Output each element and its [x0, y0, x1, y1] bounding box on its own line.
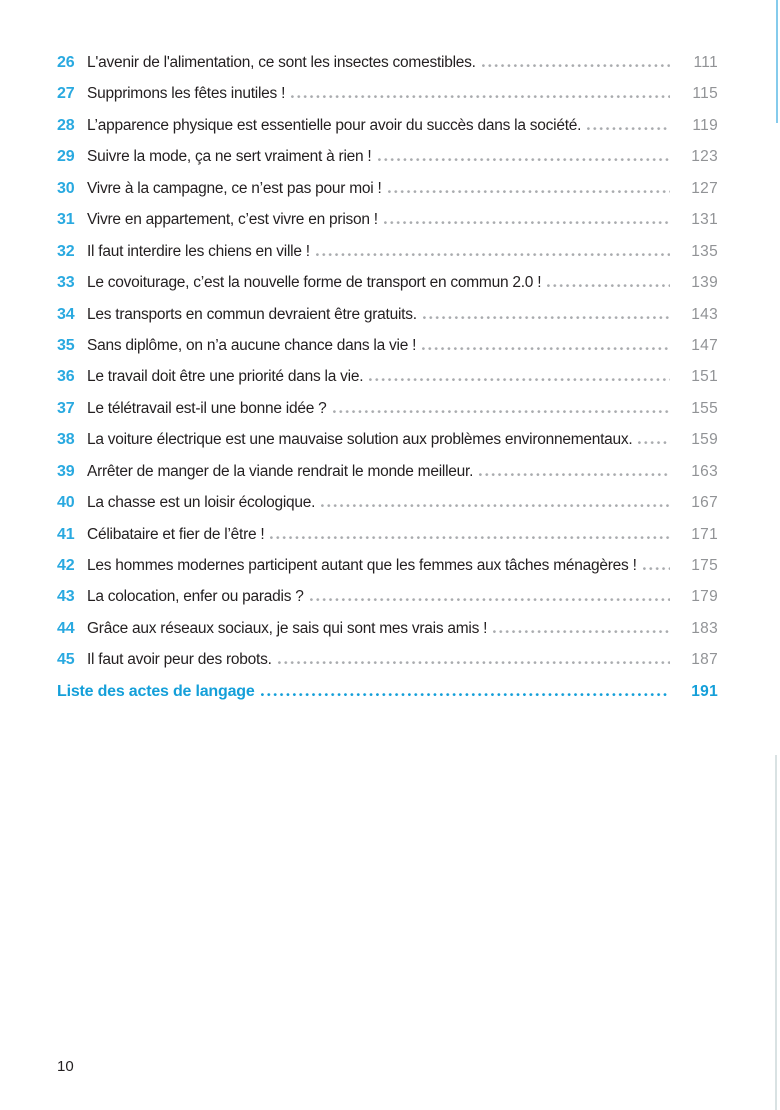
page-folio-number: 10	[57, 1058, 74, 1075]
page-edge-line-blue	[776, 0, 778, 123]
toc-entry-title: Grâce aux réseaux sociaux, je sais qui sont mes vrais amis !	[87, 619, 488, 637]
toc-entry-title: Les transports en commun devraient être gratuits.	[87, 305, 417, 323]
toc-entry-title: Vivre en appartement, c’est vivre en prison !	[87, 211, 378, 229]
page-edge-line-gray	[775, 755, 777, 1110]
toc-entry-number: 34	[57, 305, 75, 323]
toc-entry-number: 27	[57, 85, 75, 103]
toc-entry-number: 30	[57, 179, 75, 197]
toc-entry	[57, 299, 718, 330]
toc-entry	[57, 550, 718, 581]
toc-entry-number: 28	[57, 116, 75, 134]
toc-entry-number: 45	[57, 651, 75, 669]
toc-entry-title: Vivre à la campagne, ce n’est pas pour moi !	[87, 179, 382, 197]
toc-entry-page: 187	[691, 651, 718, 669]
toc-entry-title: Les hommes modernes participent autant que les femmes aux tâches ménagères !	[87, 557, 637, 574]
toc-entry	[57, 110, 718, 141]
leader-dots	[643, 567, 670, 570]
toc-entry-title: La voiture électrique est une mauvaise solution aux problèmes environnementaux.	[87, 431, 633, 449]
toc-entry-number: 44	[57, 619, 75, 637]
toc-entry-page: 175	[691, 557, 718, 574]
toc-entry-page: 179	[691, 588, 718, 606]
toc-entry-title: Il faut interdire les chiens en ville !	[87, 242, 310, 260]
toc-entry-number: 38	[57, 431, 75, 449]
toc-entry-page: 119	[692, 116, 718, 134]
toc-entry-title: Arrêter de manger de la viande rendrait le monde meilleur.	[87, 462, 474, 480]
leader-dots	[638, 441, 670, 444]
toc-entry-number: 41	[57, 525, 75, 543]
leader-dots	[423, 316, 670, 319]
toc-entry-page: 127	[691, 179, 718, 197]
toc-entry	[57, 330, 718, 361]
toc-entry	[57, 173, 718, 204]
toc-entry	[57, 581, 718, 612]
leader-dots	[291, 95, 670, 98]
toc-entry	[57, 519, 718, 550]
toc-entry-page: 115	[692, 85, 718, 103]
toc-entry	[57, 487, 718, 518]
toc-entry-number: 35	[57, 336, 75, 354]
leader-dots	[482, 64, 670, 67]
toc-entry	[57, 47, 718, 78]
leader-dots	[547, 284, 670, 287]
toc-entry-title: Il faut avoir peur des robots.	[87, 651, 272, 669]
toc-entry	[57, 78, 718, 109]
leader-dots	[479, 473, 670, 476]
toc-entry	[57, 361, 718, 392]
toc-entry-title: Suivre la mode, ça ne sert vraiment à rien !	[87, 148, 372, 166]
toc-entry-page: 191	[691, 682, 718, 700]
toc-entry-number: 36	[57, 368, 75, 386]
toc-entry-title: L'avenir de l'alimentation, ce sont les insectes comestibles.	[87, 54, 476, 71]
toc-entry	[57, 456, 718, 487]
leader-dots	[493, 630, 670, 633]
leader-dots	[278, 661, 670, 664]
toc-entry-title: La colocation, enfer ou paradis ?	[87, 588, 304, 606]
toc-entry-page: 131	[691, 211, 718, 229]
toc-entry-number: 42	[57, 557, 75, 574]
toc-entry	[57, 424, 718, 455]
toc-entry-title: L’apparence physique est essentielle pour avoir du succès dans la société.	[87, 116, 582, 134]
toc-entry-title: Le covoiturage, c’est la nouvelle forme de transport en commun 2.0 !	[87, 274, 542, 292]
toc-entry-number: 32	[57, 242, 75, 260]
toc-entry-page: 167	[691, 494, 718, 512]
toc-entry-number: 39	[57, 462, 75, 480]
toc-entry-title: Liste des actes de langage	[57, 682, 255, 700]
toc-entry-page: 111	[693, 54, 718, 71]
toc-entry-page: 151	[691, 368, 718, 386]
toc-entry-page: 139	[691, 274, 718, 292]
toc-entry-number: 40	[57, 494, 75, 512]
toc-entry-page: 163	[691, 462, 718, 480]
leader-dots	[333, 410, 670, 413]
leader-dots	[388, 190, 670, 193]
toc-entry-number: 37	[57, 399, 75, 417]
toc-entry-page: 171	[691, 525, 718, 543]
toc-entry-liste-des-actes	[57, 676, 718, 707]
toc-entry-title: Supprimons les fêtes inutiles !	[87, 85, 286, 103]
leader-dots	[321, 504, 670, 507]
toc-entry	[57, 236, 718, 267]
leader-dots	[369, 378, 670, 381]
toc-entry-page: 183	[691, 619, 718, 637]
leader-dots	[422, 347, 670, 350]
leader-dots	[378, 158, 671, 161]
toc-entry-number: 33	[57, 274, 75, 292]
table-of-contents	[57, 47, 718, 707]
toc-entry	[57, 393, 718, 424]
toc-entry-number: 43	[57, 588, 75, 606]
toc-entry-number: 26	[57, 54, 75, 71]
toc-entry-title: La chasse est un loisir écologique.	[87, 494, 316, 512]
leader-dots	[310, 598, 670, 601]
toc-entry	[57, 204, 718, 235]
leader-dots	[316, 253, 670, 256]
toc-entry-page: 159	[691, 431, 718, 449]
toc-entry-title: Le travail doit être une priorité dans la vie.	[87, 368, 364, 386]
toc-entry-title: Célibataire et fier de l’être !	[87, 525, 265, 543]
toc-entry-title: Le télétravail est-il une bonne idée ?	[87, 399, 327, 417]
toc-entry	[57, 644, 718, 675]
leader-dots	[270, 536, 670, 539]
leader-dots	[261, 693, 670, 696]
toc-entry	[57, 267, 718, 298]
toc-entry-page: 143	[691, 305, 718, 323]
toc-entry-page: 135	[691, 242, 718, 260]
leader-dots	[587, 127, 670, 130]
toc-entry-number: 31	[57, 211, 75, 229]
leader-dots	[384, 221, 670, 224]
toc-entry-page: 155	[691, 399, 718, 417]
toc-entry	[57, 613, 718, 644]
toc-entry-list	[57, 47, 718, 676]
toc-entry-title: Sans diplôme, on n’a aucune chance dans la vie !	[87, 336, 417, 354]
toc-entry	[57, 141, 718, 172]
toc-entry-page: 147	[691, 336, 718, 354]
toc-entry-page: 123	[691, 148, 718, 166]
toc-entry-number: 29	[57, 148, 75, 166]
